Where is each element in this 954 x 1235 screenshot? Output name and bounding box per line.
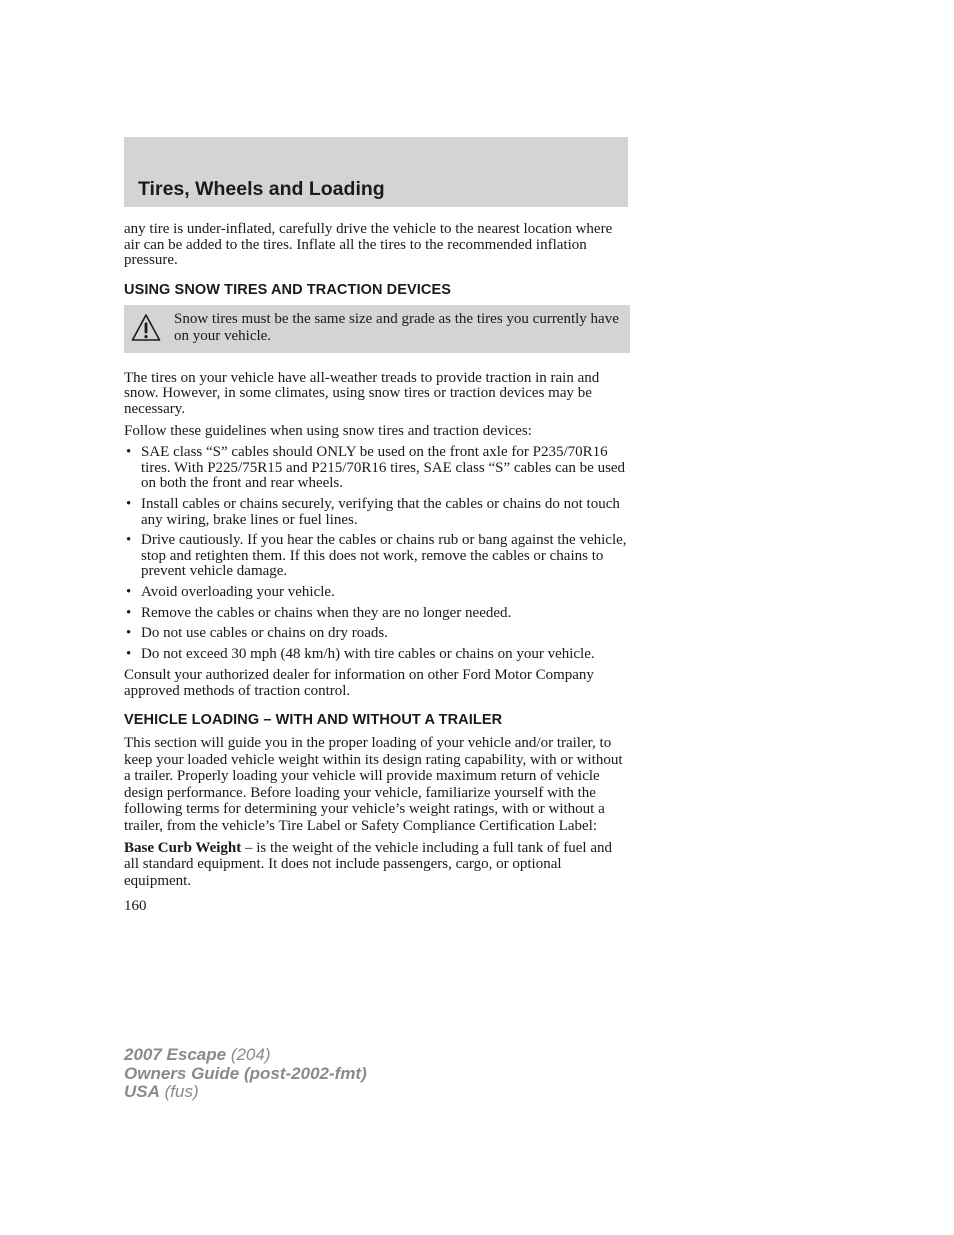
footer-market-code: (fus)	[159, 1082, 199, 1101]
term-definition: – is the weight of the vehicle including a full tank of fuel and all standard equipment. It does not include passengers, cargo, or optional equipment.	[124, 839, 612, 889]
list-item-text: Do not use cables or chains on dry roads.	[141, 625, 389, 642]
term-base-curb-weight: Base Curb Weight	[124, 839, 242, 856]
section-header-band	[124, 137, 628, 207]
page-number: 160	[124, 898, 147, 915]
list-item	[124, 606, 630, 622]
footer-model-code: (204)	[226, 1045, 271, 1064]
footer-market: USA	[124, 1082, 160, 1101]
list-item-text: SAE class “S” cables should ONLY be used on the front axle for P235/70R16 tires. With P225/75R15 and P215/70R16 tires, SAE class “S” cables can be used on both the front and rear wheels.	[141, 444, 626, 492]
list-item	[124, 647, 630, 663]
list-item-text: Remove the cables or chains when they are no longer needed.	[141, 604, 512, 621]
list-item-text: Do not exceed 30 mph (48 km/h) with tire cables or chains on your vehicle.	[141, 645, 595, 662]
footer-model: 2007 Escape	[124, 1045, 227, 1064]
bullet-symbol: •	[126, 645, 132, 662]
page-title: Tires, Wheels and Loading	[138, 178, 385, 200]
warning-text: Snow tires must be the same size and grade as the tires you currently have on your vehicle.	[174, 310, 619, 344]
document-footer	[124, 1046, 367, 1102]
term-definition-paragraph	[124, 840, 630, 889]
vehicle-loading-heading: VEHICLE LOADING – WITH AND WITHOUT A TRAILER	[124, 712, 503, 729]
list-item	[124, 626, 630, 642]
list-item	[124, 533, 630, 580]
snow-tires-heading: USING SNOW TIRES AND TRACTION DEVICES	[124, 281, 452, 298]
warning-triangle-icon	[131, 313, 161, 343]
snow-paragraph-1: The tires on your vehicle have all-weather treads to provide traction in rain and snow. However, in some climates, using snow tires or traction devices may be necessary.	[124, 369, 600, 417]
loading-paragraph: This section will guide you in the proper loading of your vehicle and/or trailer, to keep your loaded vehicle weight within its design rating capability, with or without a trailer. Properly loading your vehicle will provide maximum return of vehicle design performance. Before loading your vehicle, familiarize yourself with the following terms for determining your vehicle’s weight ratings, with or without a trailer, from the vehicle’s Tire Label or Safety Compliance Certification Label:	[124, 735, 623, 834]
bullet-symbol: •	[126, 532, 132, 549]
guidelines-list	[124, 445, 630, 662]
bullet-symbol: •	[126, 495, 132, 512]
intro-paragraph: any tire is under-inflated, carefully drive the vehicle to the nearest location where air can be added to the tires. Inflate all the tires to the recommended inflation pressure.	[124, 221, 613, 269]
footer-line-model	[124, 1046, 367, 1065]
list-item	[124, 445, 630, 492]
footer-guide-format: Owners Guide (post-2002-fmt)	[124, 1063, 367, 1083]
snow-closing-paragraph: Consult your authorized dealer for information on other Ford Motor Company approved methods of traction control.	[124, 667, 594, 699]
bullet-symbol: •	[126, 444, 132, 461]
bullet-symbol: •	[126, 625, 132, 642]
warning-box	[124, 305, 630, 353]
list-item-text: Avoid overloading your vehicle.	[141, 583, 335, 600]
bullet-symbol: •	[126, 604, 132, 621]
bullet-symbol: •	[126, 583, 132, 600]
list-item-text: Install cables or chains securely, verifying that the cables or chains do not touch any wiring, brake lines or fuel lines.	[141, 495, 620, 528]
snow-paragraph-2: Follow these guidelines when using snow tires and traction devices:	[124, 422, 532, 439]
page-content	[124, 222, 630, 915]
footer-line-market	[124, 1083, 367, 1102]
list-item	[124, 585, 630, 601]
list-item	[124, 497, 630, 528]
list-item-text: Drive cautiously. If you hear the cables or chains rub or bang against the vehicle, stop and retighten them. If this does not work, remove the cables or chains to prevent vehicle damage.	[141, 532, 627, 580]
